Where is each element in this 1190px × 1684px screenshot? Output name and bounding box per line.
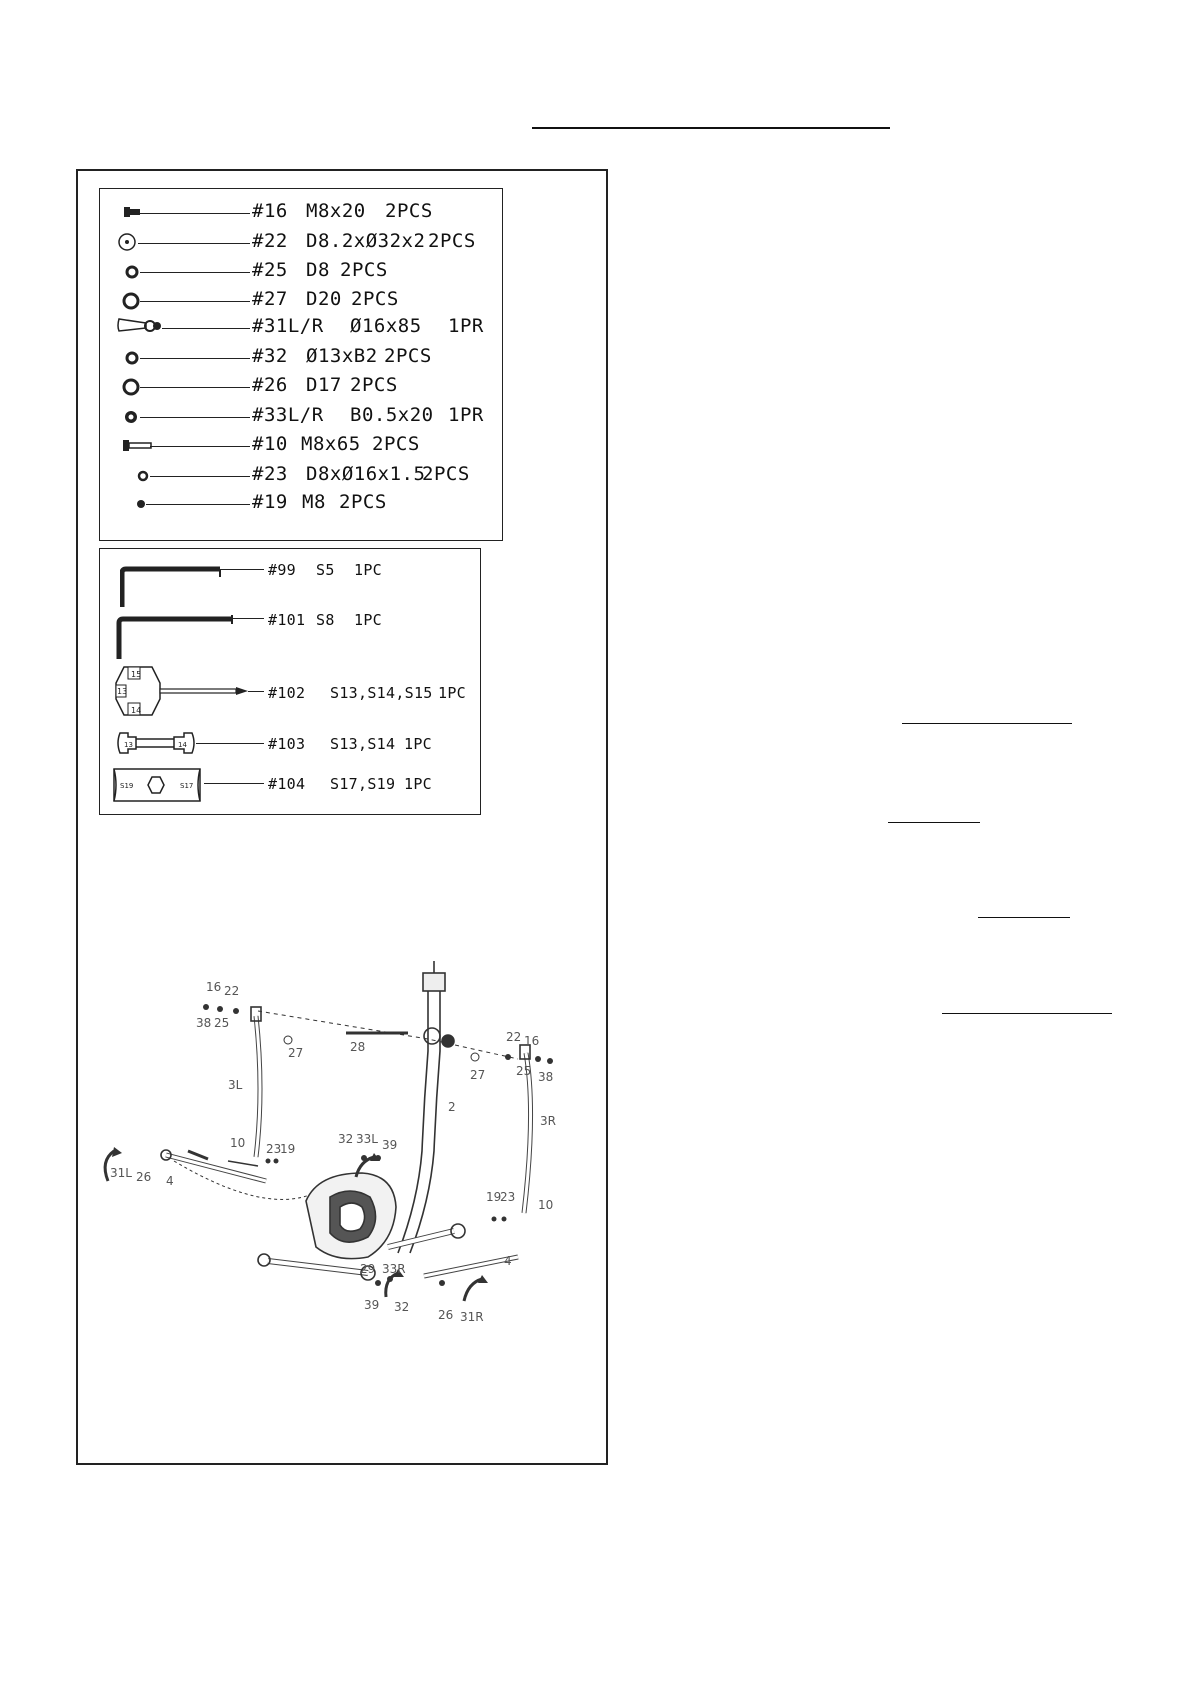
leader-line xyxy=(204,783,264,784)
hardware-row xyxy=(100,432,502,458)
tool-num: #103 xyxy=(268,735,306,753)
part-label: 16 xyxy=(206,980,222,994)
wave-washer-icon xyxy=(121,291,141,311)
hardware-spec: D20 xyxy=(306,288,342,310)
tool-spec: S13,S14,S15 xyxy=(330,684,433,702)
tool-spec: S8 xyxy=(316,611,335,629)
long-bolt-icon xyxy=(122,439,152,453)
leader-line xyxy=(138,243,250,244)
hardware-row xyxy=(100,344,502,370)
bolt-icon xyxy=(122,203,142,221)
part-label: 32 xyxy=(338,1132,354,1146)
hardware-qty: 2PCS xyxy=(350,374,398,396)
tools-box xyxy=(99,548,481,815)
part-label: 4 xyxy=(504,1254,512,1268)
hardware-spec: D8xØ16x1.5 xyxy=(306,463,426,485)
leader-line xyxy=(162,328,250,329)
hardware-row xyxy=(100,229,502,255)
hardware-qty: 2PCS xyxy=(339,491,387,513)
hardware-qty: 1PR xyxy=(448,315,484,337)
hardware-num: #19 xyxy=(252,491,288,513)
leader-line xyxy=(140,301,250,302)
allen-key-icon xyxy=(116,615,241,665)
hardware-spec: D8 xyxy=(306,259,330,281)
hardware-row xyxy=(100,199,502,225)
part-label: 26 xyxy=(136,1170,152,1184)
leader-line xyxy=(196,743,264,744)
hardware-qty: 2PCS xyxy=(372,433,420,455)
axle-bolt-icon xyxy=(116,316,162,338)
hardware-spec: D17 xyxy=(306,374,342,396)
washer-icon xyxy=(124,350,140,366)
part-label: 31L xyxy=(110,1166,132,1180)
leader-line xyxy=(140,417,250,418)
leader-line xyxy=(146,504,250,505)
part-label: 10 xyxy=(230,1136,246,1150)
hardware-row xyxy=(100,287,502,313)
hardware-num: #33L/R xyxy=(252,404,324,426)
hardware-spec: M8x20 xyxy=(306,200,366,222)
leader-line xyxy=(140,358,250,359)
spring-washer-icon xyxy=(124,264,140,280)
hardware-qty: 2PCS xyxy=(385,200,433,222)
leader-line xyxy=(220,569,264,570)
tool-num: #99 xyxy=(268,561,296,579)
hardware-spec: Ø13xB2 xyxy=(306,345,378,367)
tool-qty: 1PC xyxy=(404,735,432,753)
part-label: 28 xyxy=(350,1040,366,1054)
wrench-size-mark: 13 xyxy=(117,687,128,696)
part-label: 26 xyxy=(438,1308,454,1322)
allen-key-icon xyxy=(120,565,230,615)
leader-line xyxy=(140,272,250,273)
tool-qty: 1PC xyxy=(404,775,432,793)
title-underline xyxy=(532,127,890,129)
tool-num: #104 xyxy=(268,775,306,793)
hardware-qty: 2PCS xyxy=(340,259,388,281)
hardware-row xyxy=(100,462,502,488)
hardware-num: #16 xyxy=(252,200,288,222)
multi-wrench-screwdriver-icon xyxy=(110,661,255,721)
tool-num: #101 xyxy=(268,611,306,629)
part-label: 27 xyxy=(470,1068,486,1082)
part-label: 25 xyxy=(214,1016,230,1030)
part-label: 16 xyxy=(524,1034,540,1048)
part-label: 19 xyxy=(280,1142,296,1156)
hardware-pack-box xyxy=(99,188,503,541)
hardware-spec: M8x65 xyxy=(301,433,361,455)
part-label: 31R xyxy=(460,1310,484,1324)
text-underline-3 xyxy=(978,917,1070,918)
part-label: 33R xyxy=(382,1262,406,1276)
part-label: 23 xyxy=(500,1190,516,1204)
assembly-step-panel xyxy=(76,169,608,1465)
open-wrench-icon xyxy=(116,727,196,759)
hardware-row xyxy=(100,490,502,516)
hardware-num: #26 xyxy=(252,374,288,396)
large-washer-icon xyxy=(116,231,138,253)
tool-spec: S5 xyxy=(316,561,335,579)
part-label: 23 xyxy=(266,1142,282,1156)
hardware-spec: M8 xyxy=(302,491,326,513)
hardware-qty: 2PCS xyxy=(428,230,476,252)
hardware-row xyxy=(100,373,502,399)
hardware-row xyxy=(100,258,502,284)
wrench-size-mark: 13 xyxy=(124,741,133,749)
leader-line xyxy=(150,476,250,477)
tool-spec: S13,S14 xyxy=(330,735,396,753)
part-label: 3L xyxy=(228,1078,243,1092)
tool-qty: 1PC xyxy=(354,611,382,629)
wave-washer-icon xyxy=(121,377,141,397)
leader-line xyxy=(150,446,250,447)
text-underline-1 xyxy=(902,723,1072,724)
hardware-spec: D8.2xØ32x2 xyxy=(306,230,426,252)
hardware-qty: 2PCS xyxy=(422,463,470,485)
small-washer-icon xyxy=(136,469,150,483)
tool-num: #102 xyxy=(268,684,306,702)
leader-line xyxy=(248,691,264,692)
part-label: 25 xyxy=(516,1064,532,1078)
part-label: 22 xyxy=(224,984,240,998)
hardware-spec: Ø16x85 xyxy=(350,315,422,337)
wrench-size-mark: S19 xyxy=(120,782,134,790)
leader-line xyxy=(140,387,250,388)
text-underline-2 xyxy=(888,822,980,823)
nut-icon xyxy=(122,408,140,426)
wrench-size-mark: S17 xyxy=(180,782,194,790)
wrench-size-mark: 15 xyxy=(131,670,142,679)
hardware-num: #32 xyxy=(252,345,288,367)
hardware-num: #23 xyxy=(252,463,288,485)
tool-spec: S17,S19 xyxy=(330,775,396,793)
hardware-qty: 1PR xyxy=(448,404,484,426)
part-label: 33L xyxy=(356,1132,378,1146)
exploded-assembly-diagram xyxy=(78,961,608,1361)
part-label: 22 xyxy=(506,1030,522,1044)
part-label: 4 xyxy=(166,1174,174,1188)
part-label: 39 xyxy=(364,1298,380,1312)
hardware-num: #31L/R xyxy=(252,315,324,337)
part-label: 39 xyxy=(382,1138,398,1152)
hardware-qty: 2PCS xyxy=(351,288,399,310)
wrench-size-mark: 14 xyxy=(131,706,142,715)
part-label: 32 xyxy=(394,1300,410,1314)
part-label: 27 xyxy=(288,1046,304,1060)
part-label: 10 xyxy=(538,1198,554,1212)
hardware-qty: 2PCS xyxy=(384,345,432,367)
hardware-num: #25 xyxy=(252,259,288,281)
hardware-num: #10 xyxy=(252,433,288,455)
hardware-num: #22 xyxy=(252,230,288,252)
hardware-row xyxy=(100,403,502,429)
part-label: 2 xyxy=(448,1100,456,1114)
wrench-size-mark: 14 xyxy=(178,741,187,749)
text-underline-4 xyxy=(942,1013,1112,1014)
tool-qty: 1PC xyxy=(354,561,382,579)
hardware-spec: B0.5x20 xyxy=(350,404,434,426)
flat-wrench-icon xyxy=(110,765,205,805)
part-label: 29 xyxy=(360,1262,376,1276)
hardware-row xyxy=(100,314,502,340)
part-label: 38 xyxy=(196,1016,212,1030)
leader-line xyxy=(232,618,264,619)
leader-line xyxy=(140,213,250,214)
part-label: 19 xyxy=(486,1190,502,1204)
hardware-num: #27 xyxy=(252,288,288,310)
part-label: 38 xyxy=(538,1070,554,1084)
part-label: 3R xyxy=(540,1114,556,1128)
tool-qty: 1PC xyxy=(438,684,466,702)
